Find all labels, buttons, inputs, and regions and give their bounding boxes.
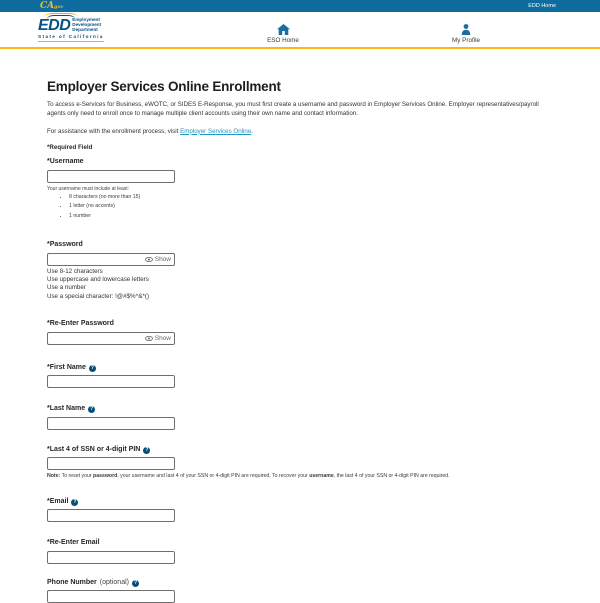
phone-label: [47, 579, 558, 588]
password-hint-item: Use uppercase and lowercase letters: [47, 276, 149, 284]
phone-input[interactable]: [47, 590, 175, 603]
reenter-password-label: [47, 320, 558, 329]
ca-gov-logo-suffix: gov: [54, 5, 64, 10]
help-icon[interactable]: ?: [133, 579, 138, 586]
person-icon: [461, 24, 471, 35]
password-show-label: Show: [154, 255, 171, 263]
reenter-password-label-text: *Re-Enter Password: [47, 320, 114, 328]
nav-eso-home[interactable]: [251, 24, 315, 44]
utility-bar: [0, 0, 600, 12]
ssn-note-part: username: [309, 472, 334, 479]
ca-gov-logo[interactable]: [40, 0, 64, 12]
home-icon: [277, 24, 290, 35]
ssn-note-part: Note:: [47, 472, 61, 479]
username-hint-list: [69, 195, 558, 219]
username-hint-item: • 1 number: [69, 214, 558, 220]
ssn-note-part: , the last 4 of your SSN or 4-digit PIN are required.: [333, 472, 450, 479]
password-hint-item: Use a special character: !@#$%^&*(): [47, 292, 150, 300]
edd-logo[interactable]: [38, 17, 104, 42]
reenter-email-label-text: *Re-Enter Email: [47, 539, 100, 547]
password-hint-item: Use 8-12 characters: [47, 267, 103, 275]
edd-logo-tagline: State of California: [38, 35, 104, 43]
username-label: [47, 158, 558, 167]
password-hints: [47, 268, 558, 302]
help-icon[interactable]: ?: [90, 406, 94, 413]
page-title: Employer Services Online Enrollment: [47, 79, 281, 94]
last-name-label: [47, 405, 558, 414]
edd-logo-acronym: EDD: [38, 16, 71, 34]
ssn-pin-note: [47, 473, 558, 479]
first-name-input[interactable]: [47, 375, 175, 388]
ssn-note-part: , your username and last 4 of your SSN or 4-digit PIN are required. To recover your: [117, 472, 310, 479]
main-content: [0, 79, 600, 603]
username-hint-item: • 8 characters (no more than 15): [69, 195, 558, 201]
password-label-text: *Password: [47, 241, 83, 249]
nav-my-profile[interactable]: [434, 24, 498, 44]
password-hint-item: Use a number: [47, 284, 86, 292]
ssn-note-part: password: [93, 472, 118, 479]
nav-my-profile-label: My Profile: [452, 37, 480, 44]
edd-home-link[interactable]: EDD Home: [528, 3, 556, 9]
password-label: [47, 241, 558, 250]
ssn-pin-input[interactable]: [47, 457, 175, 470]
email-label: [47, 498, 558, 507]
required-field-note: *Required Field: [47, 144, 93, 152]
ssn-note-part: To reset your: [60, 472, 94, 479]
assistance-suffix: .: [251, 127, 254, 135]
last-name-label-text: *Last Name: [47, 405, 86, 413]
nav-eso-home-label: ESO Home: [267, 37, 299, 44]
phone-label-optional: (optional): [99, 578, 129, 586]
ssn-pin-label: [47, 446, 558, 455]
first-name-label: [47, 364, 558, 373]
last-name-input[interactable]: [47, 417, 175, 430]
edd-dept-line1: Employment: [72, 17, 100, 22]
employer-services-online-link[interactable]: Employer Services Online: [180, 127, 252, 135]
password-input-group: [47, 253, 175, 266]
eye-icon: [145, 336, 153, 341]
email-label-text: *Email: [47, 497, 69, 505]
edd-dept-line2: Development: [72, 22, 102, 28]
reenter-password-show-button[interactable]: [145, 335, 174, 342]
assistance-prefix: For assistance with the enrollment process, visit: [47, 127, 181, 135]
email-input[interactable]: [47, 509, 175, 522]
reenter-email-input[interactable]: [47, 551, 175, 564]
username-hint-item: • 1 letter (no accents): [69, 204, 558, 210]
site-header: [0, 12, 600, 49]
phone-label-text: Phone Number: [47, 578, 97, 586]
password-show-button[interactable]: [145, 256, 174, 263]
username-input[interactable]: [47, 170, 175, 183]
password-input[interactable]: [48, 254, 145, 265]
eye-icon: [145, 257, 153, 262]
first-name-label-text: *First Name: [47, 363, 86, 371]
edd-dept-line3: Department: [72, 27, 98, 33]
username-hint-title: Your username must include at least:: [47, 185, 130, 192]
help-icon[interactable]: ?: [145, 446, 149, 453]
username-label-text: *Username: [47, 158, 84, 166]
intro-paragraph: To access e-Services for Business, eWOTC, or SIDES E-Response, you must first create a username and password in Employer Services Online. Employer representatives/payroll agents only need to enroll once to manage multiple client accounts using their own name and contact information.: [47, 101, 539, 117]
reenter-password-input-group: [47, 332, 175, 345]
edd-logo-swoosh-blue: [47, 15, 75, 23]
reenter-password-show-label: Show: [154, 334, 171, 342]
assistance-paragraph: [47, 128, 558, 137]
reenter-email-label: [47, 539, 558, 548]
help-icon[interactable]: ?: [73, 498, 77, 505]
reenter-password-input[interactable]: [48, 333, 145, 344]
ca-gov-logo-text: CA: [40, 1, 55, 11]
ssn-pin-label-text: *Last 4 of SSN or 4-digit PIN: [47, 445, 141, 453]
help-icon[interactable]: ?: [90, 364, 94, 371]
